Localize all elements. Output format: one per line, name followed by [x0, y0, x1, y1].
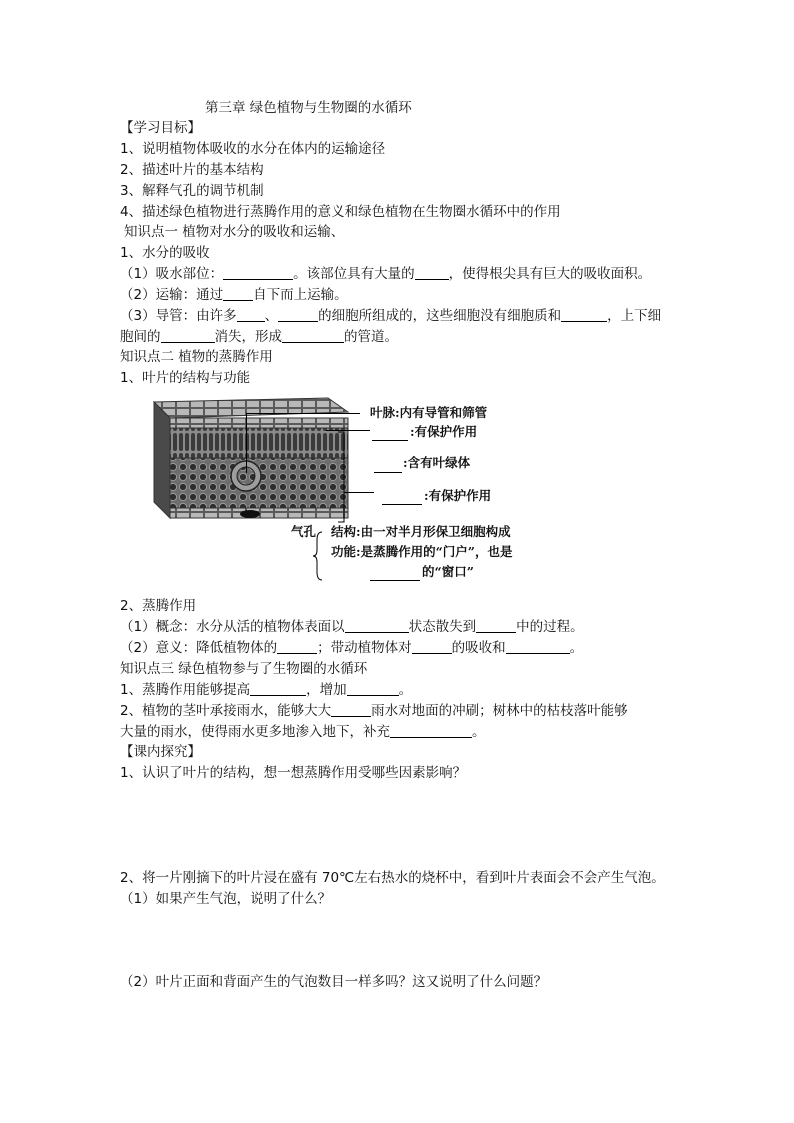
- text: 状态散失到: [408, 619, 477, 635]
- text: 的吸收和: [451, 640, 506, 656]
- leader-line: [344, 492, 374, 493]
- k1-line2: [120, 285, 348, 305]
- blank-field[interactable]: [223, 286, 253, 301]
- lower-epidermis-blank[interactable]: [382, 490, 422, 505]
- blank-field[interactable]: [331, 702, 371, 717]
- text: （1）概念：水分从活的植物体表面以: [120, 619, 345, 635]
- text: 的细胞所组成的，这些细胞没有细胞质和: [318, 308, 562, 324]
- mesophyll-blank[interactable]: [374, 458, 402, 473]
- text: 自下而上运输。: [253, 287, 348, 303]
- k1-heading: 知识点一 植物对水分的吸收和运输、: [124, 224, 345, 240]
- k3-line2: [120, 701, 628, 721]
- goals-heading: 【学习目标】: [120, 120, 201, 136]
- text: （2）意义：降低植物体的: [120, 640, 278, 656]
- blank-field[interactable]: [277, 639, 317, 654]
- k1-line3: [120, 306, 661, 326]
- k3-line3: [120, 722, 486, 742]
- text: 胞间的: [120, 329, 161, 345]
- blank-field[interactable]: [237, 307, 265, 322]
- goal-item: 3、解释气孔的调节机制: [120, 183, 264, 199]
- goal-item: 1、说明植物体吸收的水分在体内的运输途径: [120, 141, 386, 157]
- k2-sub2: 2、蒸腾作用: [120, 598, 197, 614]
- page-title: 第三章 绿色植物与生物圈的水循环: [205, 100, 412, 116]
- k2-heading: 知识点二 植物的蒸腾作用: [120, 349, 273, 365]
- text: ，使得根尖具有巨大的吸收面积。: [448, 266, 652, 282]
- text: 、: [264, 308, 279, 324]
- text: 消失，形成: [214, 329, 282, 345]
- blank-field[interactable]: [278, 307, 318, 322]
- blank-field[interactable]: [250, 681, 306, 696]
- blank-field[interactable]: [390, 723, 472, 738]
- k2-sub: 1、叶片的结构与功能: [120, 370, 251, 386]
- blank-field[interactable]: [282, 328, 344, 343]
- text: 中的过程。: [516, 619, 584, 635]
- text: 的管道。: [344, 329, 398, 345]
- k1-sub: 1、水分的吸收: [120, 245, 210, 261]
- leaf-structure-figure: [148, 392, 548, 592]
- goal-item: 4、描述绿色植物进行蒸腾作用的意义和绿色植物在生物圈水循环中的作用: [120, 204, 561, 220]
- blank-field[interactable]: [415, 265, 449, 280]
- stoma-structure-label: 结构:由一对半月形保卫细胞构成: [331, 524, 511, 539]
- text: ，上下细: [607, 308, 662, 324]
- text: （3）导管：由许多: [120, 308, 237, 324]
- leader-line: [246, 413, 360, 414]
- upper-epidermis-blank[interactable]: [372, 426, 408, 441]
- explore-question-1: 1、认识了叶片的结构，想一想蒸腾作用受哪些因素影响？: [120, 765, 467, 781]
- text: 大量的雨水，使得雨水更多地渗入地下，补充: [120, 724, 390, 740]
- text: 1、蒸腾作用能够提高: [120, 682, 251, 698]
- text: 雨水对地面的冲刷；树林中的枯枝落叶能够: [371, 703, 628, 719]
- lower-epidermis-label: :有保护作用: [424, 488, 492, 503]
- leader-line: [246, 413, 247, 473]
- k3-line1: [120, 680, 412, 700]
- blank-field[interactable]: [412, 639, 452, 654]
- stoma-window-label: 的“窗口”: [422, 564, 474, 579]
- text: 。: [398, 682, 413, 698]
- blank-field[interactable]: [347, 681, 399, 696]
- k2-meaning: [120, 638, 583, 658]
- explore-question-2: 2、将一片刚摘下的叶片浸在盛有 70℃左右热水的烧杯中，看到叶片表面会不会产生气泡。: [120, 870, 665, 886]
- leader-line: [326, 430, 370, 431]
- text: ，增加: [306, 682, 347, 698]
- k1-line4: [120, 327, 398, 347]
- blank-field[interactable]: [476, 618, 516, 633]
- upper-epidermis-label: :有保护作用: [410, 424, 478, 439]
- blank-field[interactable]: [506, 639, 570, 654]
- k1-line1: [120, 264, 651, 284]
- stoma-function-label: 功能:是蒸腾作用的“门户”，也是: [331, 544, 513, 559]
- blank-field[interactable]: [223, 265, 293, 280]
- explore-heading: 【课内探究】: [120, 744, 201, 760]
- k3-heading: 知识点三 绿色植物参与了生物圈的水循环: [120, 661, 368, 677]
- text: （2）运输：通过: [120, 287, 224, 303]
- text: ；带动植物体对: [317, 640, 412, 656]
- goal-item: 2、描述叶片的基本结构: [120, 162, 264, 178]
- mesophyll-label: :含有叶绿体: [403, 455, 471, 470]
- text: 。: [569, 640, 584, 656]
- leaf-vein-label: 叶脉:内有导管和筛管: [370, 405, 488, 420]
- stoma-label: 气孔: [291, 524, 317, 539]
- explore-question-2a: （1）如果产生气泡，说明了什么？: [120, 891, 332, 907]
- stoma-window-blank[interactable]: [370, 566, 420, 581]
- text: 2、植物的茎叶承接雨水，能够大大: [120, 703, 332, 719]
- blank-field[interactable]: [345, 618, 409, 633]
- text: 。该部位具有大量的: [293, 266, 415, 282]
- k2-concept: [120, 617, 584, 637]
- blank-field[interactable]: [161, 328, 215, 343]
- explore-question-2b: （2）叶片正面和背面产生的气泡数目一样多吗？这又说明了什么问题？: [120, 974, 548, 990]
- text: （1）吸水部位：: [120, 266, 224, 282]
- blank-field[interactable]: [561, 307, 607, 322]
- text: 。: [472, 724, 486, 740]
